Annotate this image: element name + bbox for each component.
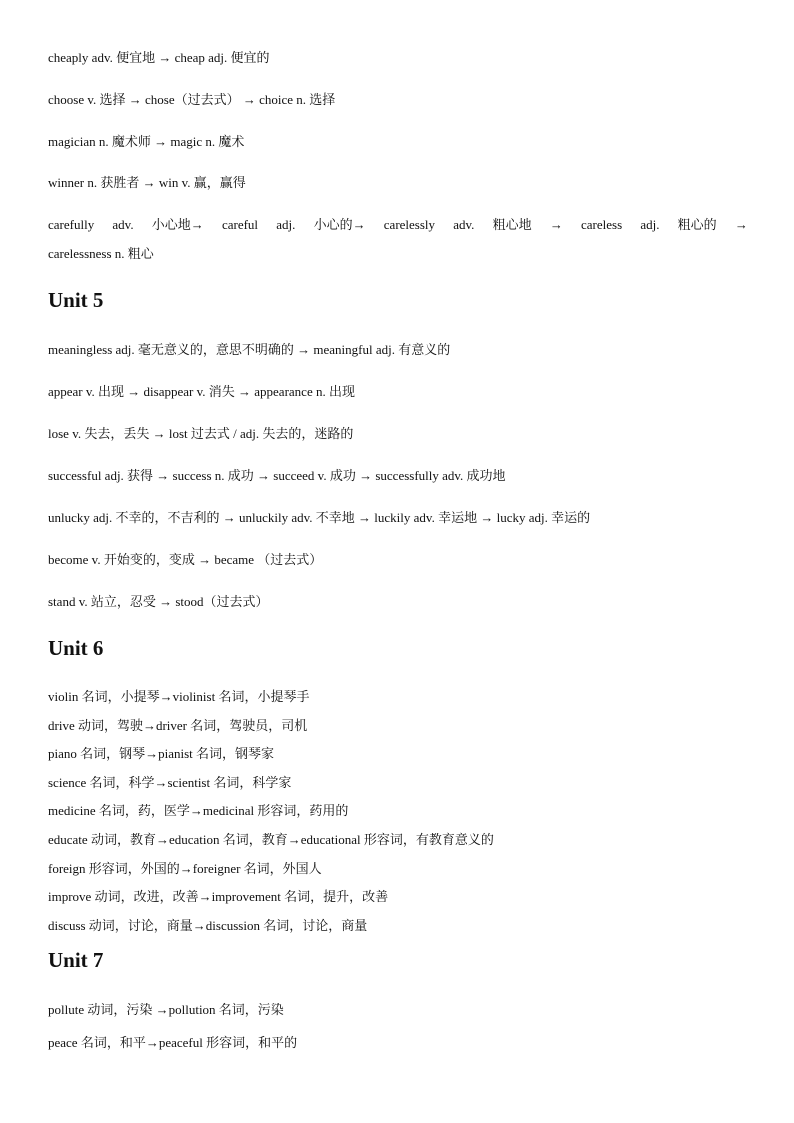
entry-winner: winner n. 获胜者 → win v. 赢，赢得 <box>48 175 246 190</box>
entry-science: science 名词，科学→scientist 名词，科学家 <box>48 775 292 790</box>
entry-appear: appear v. 出现 → disappear v. 消失 → appearance n. 出现 <box>48 384 355 399</box>
entry-pollute: pollute 动词，污染 →pollution 名词，污染 <box>48 1002 284 1017</box>
entry-successful: successful adj. 获得 → success n. 成功 → succeed v. 成功 → successfully adv. 成功地 <box>48 468 506 483</box>
entry-magician: magician n. 魔术师 → magic n. 魔术 <box>48 134 245 149</box>
word-token: 粗心地 <box>492 217 532 232</box>
word-token: adj. <box>640 217 660 232</box>
entry-discuss: discuss 动词，讨论，商量→discussion 名词，讨论，商量 <box>48 918 368 933</box>
entry-lose: lose v. 失去，丢失 → lost 过去式 / adj. 失去的，迷路的 <box>48 426 354 441</box>
entry-peace: peace 名词，和平→peaceful 形容词，和平的 <box>48 1035 298 1050</box>
word-token: adv. <box>453 217 475 232</box>
word-token: careful <box>221 217 259 232</box>
word-token: adj. <box>276 217 296 232</box>
unit-6-heading: Unit 6 <box>48 636 104 660</box>
word-token: 小心地→ <box>151 217 204 232</box>
entry-piano: piano 名词，钢琴→pianist 名词，钢琴家 <box>48 746 275 761</box>
entry-stand: stand v. 站立，忍受 → stood（过去式） <box>48 594 269 609</box>
entry-medicine: medicine 名词，药，医学→medicinal 形容词，药用的 <box>48 803 349 818</box>
word-token: 粗心的 <box>677 217 717 232</box>
entry-improve: improve 动词，改进，改善→improvement 名词，提升，改善 <box>48 889 389 904</box>
word-token: adv. <box>112 217 134 232</box>
entry-unlucky: unlucky adj. 不幸的，不吉利的 → unluckily adv. 不幸地 → luckily adv. 幸运地 → lucky adj. 幸运的 <box>48 510 591 525</box>
unit-5-heading: Unit 5 <box>48 288 104 312</box>
unit-7-heading: Unit 7 <box>48 948 104 972</box>
word-token: carefully <box>48 217 95 232</box>
entry-become: become v. 开始变的，变成 → became （过去式） <box>48 552 323 567</box>
entry-carefully-continued: carelessness n. 粗心 <box>48 246 154 261</box>
entry-educate: educate 动词，教育→education 名词，教育→educational 形容词，有教育意义的 <box>48 832 494 847</box>
entry-foreign: foreign 形容词，外国的→foreigner 名词，外国人 <box>48 861 322 876</box>
entry-drive: drive 动词，驾驶→driver 名词，驾驶员，司机 <box>48 718 308 733</box>
entry-choose: choose v. 选择 → chose（过去式） → choice n. 选择 <box>48 92 336 107</box>
word-token: 小心的→ <box>313 217 366 232</box>
word-token: carelessly <box>383 217 436 232</box>
entry-cheaply: cheaply adv. 便宜地 → cheap adj. 便宜的 <box>48 50 270 65</box>
entry-meaningless: meaningless adj. 毫无意义的，意思不明确的 → meaningful adj. 有意义的 <box>48 342 451 357</box>
entry-violin: violin 名词，小提琴→violinist 名词，小提琴手 <box>48 689 310 704</box>
word-token: careless <box>581 217 623 232</box>
word-token: → <box>734 217 748 232</box>
entry-carefully <box>48 217 748 233</box>
word-token: → <box>549 217 563 232</box>
